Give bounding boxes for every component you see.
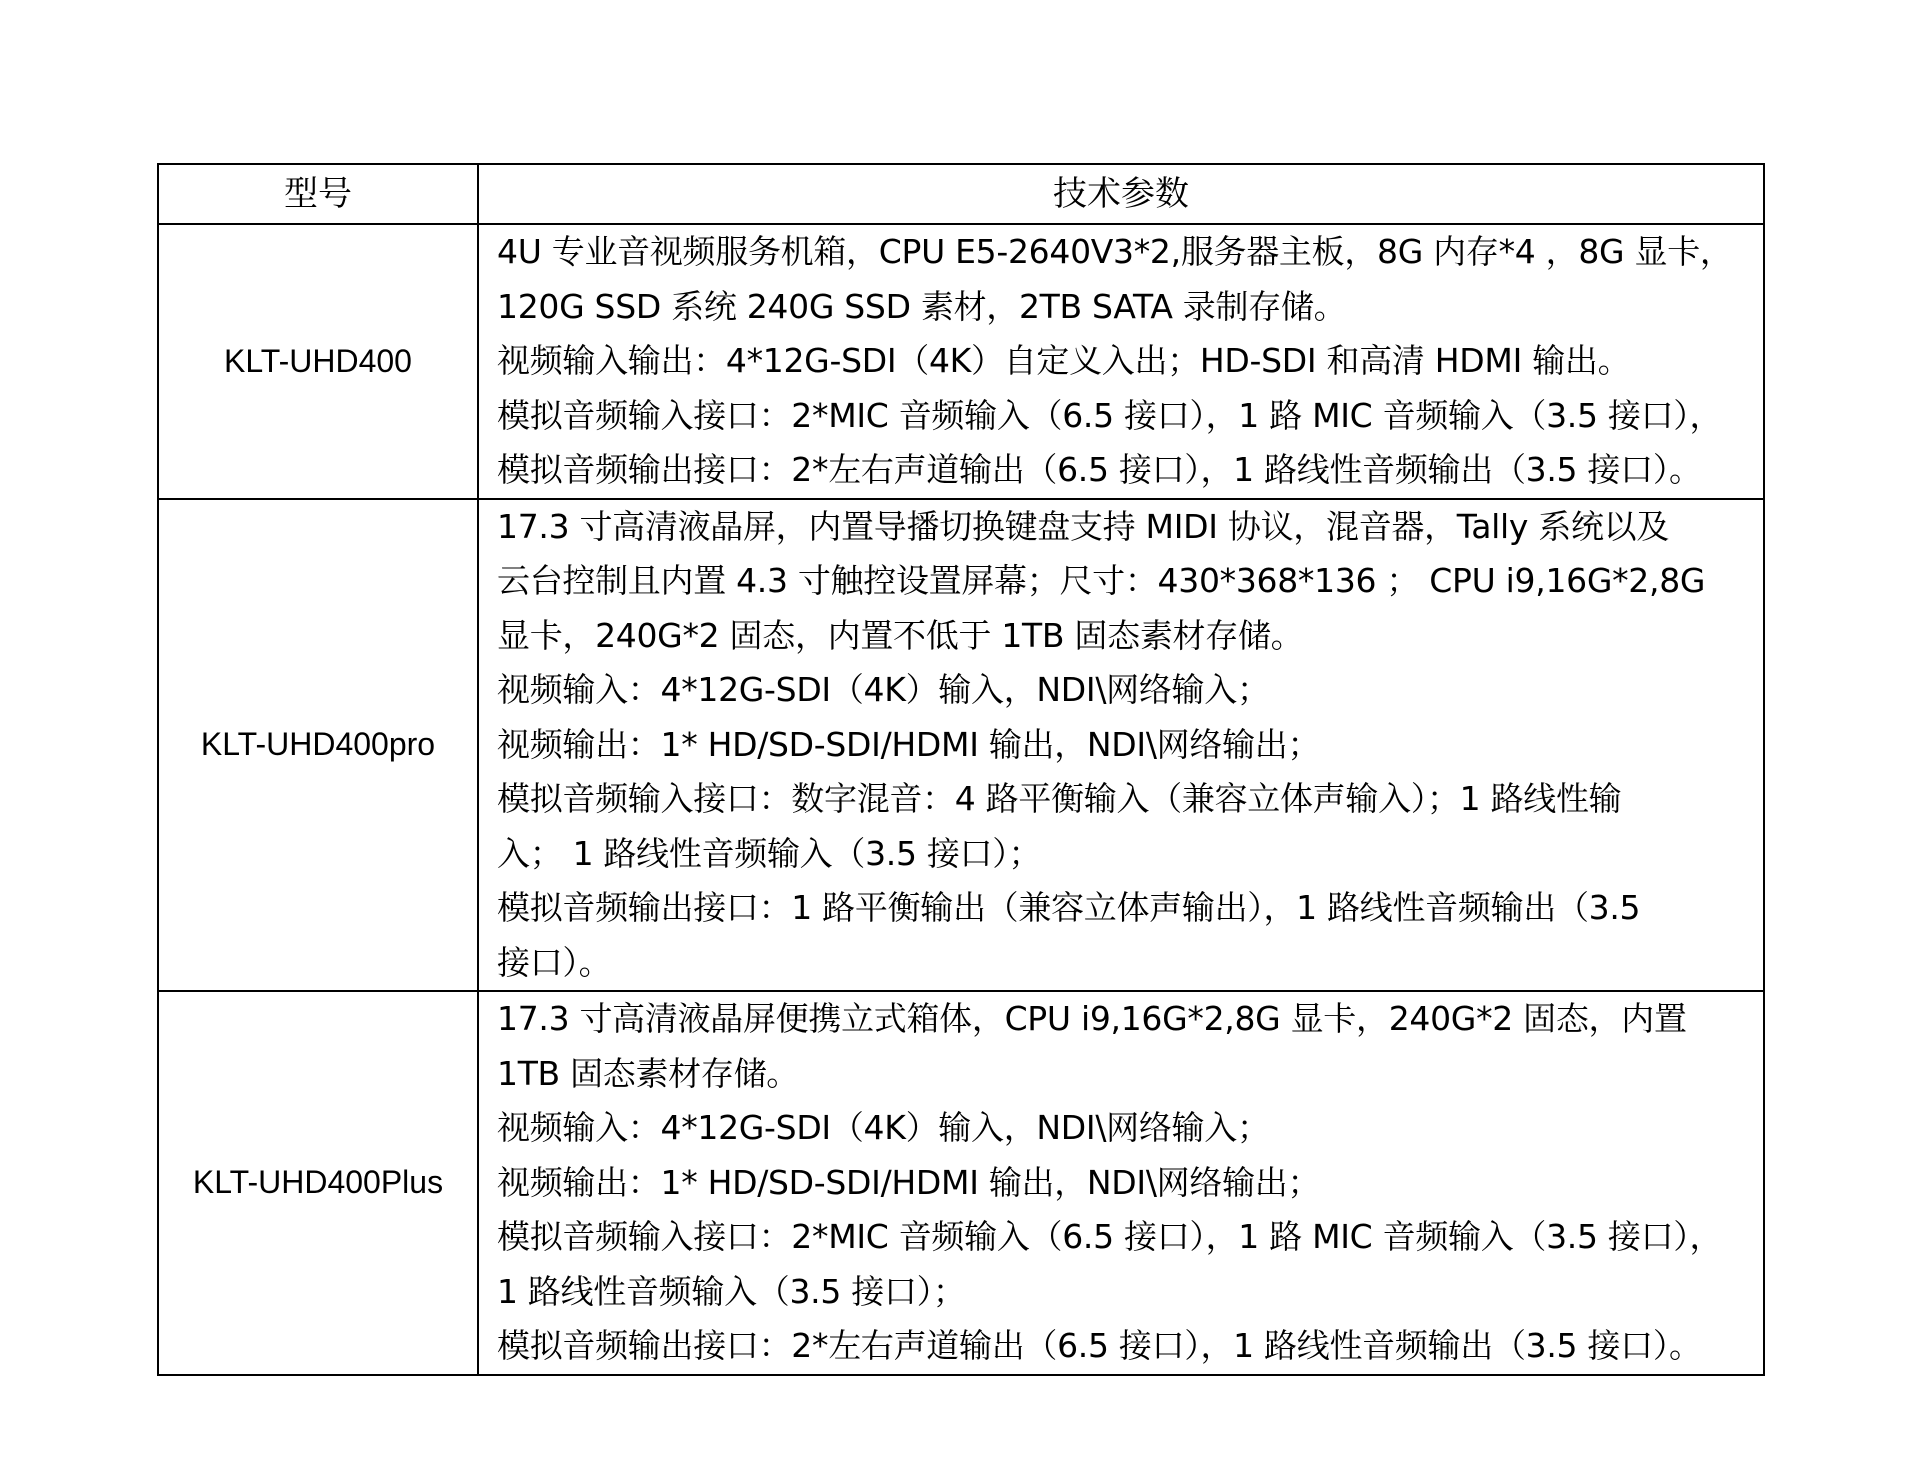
spec-cell	[478, 991, 1764, 1375]
spec-line: 视频输入：4*12G-SDI（4K）输入，NDI\网络输入；	[497, 670, 1270, 709]
spec-table	[157, 163, 1765, 1376]
spec-line: 120G SSD 系统 240G SSD 素材，2TB SATA 录制存储。	[497, 286, 1347, 326]
spec-line: 17.3 寸高清液晶屏便携立式箱体，CPU i9,16G*2,8G 显卡，240G*2 固态，内置	[497, 999, 1687, 1038]
model-cell: KLT-UHD400pro	[158, 499, 478, 992]
spec-cell	[478, 499, 1764, 992]
header-row	[158, 164, 1764, 224]
spec-line: 云台控制且内置 4.3 寸触控设置屏幕；尺寸：430*368*136 ； CPU i9,16G*2,8G	[497, 561, 1706, 600]
spec-line: 接口）。	[497, 942, 612, 982]
spec-line: 视频输入输出：4*12G-SDI（4K）自定义入出；HD-SDI 和高清 HDMI 输出。	[497, 341, 1631, 380]
table-row	[158, 991, 1764, 1375]
spec-line: 入； 1 路线性音频输入（3.5 接口）；	[497, 833, 1042, 873]
spec-line: 1TB 固态素材存储。	[497, 1053, 799, 1093]
spec-line: 模拟音频输入接口：2*MIC 音频输入（6.5 接口），1 路 MIC 音频输入（3.5 接口），	[497, 1217, 1723, 1256]
spec-line: 模拟音频输入接口：数字混音：4 路平衡输入（兼容立体声输入）；1 路线性输	[497, 779, 1622, 818]
table-header	[158, 164, 1764, 224]
spec-line: 模拟音频输出接口：2*左右声道输出（6.5 接口），1 路线性音频输出（3.5 接口）。	[497, 1326, 1702, 1365]
spec-line: 显卡，240G*2 固态，内置不低于 1TB 固态素材存储。	[497, 615, 1304, 655]
header-spec: 技术参数	[478, 164, 1764, 224]
spec-line: 模拟音频输出接口：1 路平衡输出（兼容立体声输出），1 路线性音频输出（3.5	[497, 888, 1641, 927]
spec-cell	[478, 224, 1764, 499]
model-cell: KLT-UHD400	[158, 224, 478, 499]
spec-line: 视频输入：4*12G-SDI（4K）输入，NDI\网络输入；	[497, 1108, 1270, 1147]
spec-line: 17.3 寸高清液晶屏，内置导播切换键盘支持 MIDI 协议，混音器，Tally 系统以及	[497, 506, 1670, 546]
spec-line: 模拟音频输入接口：2*MIC 音频输入（6.5 接口），1 路 MIC 音频输入（3.5 接口），	[497, 395, 1723, 435]
model-cell: KLT-UHD400Plus	[158, 991, 478, 1375]
table-row	[158, 499, 1764, 992]
spec-line: 视频输出：1* HD/SD-SDI/HDMI 输出，NDI\网络输出；	[497, 1162, 1321, 1202]
spec-line: 1 路线性音频输入（3.5 接口）；	[497, 1271, 966, 1311]
spec-line: 模拟音频输出接口：2*左右声道输出（6.5 接口），1 路线性音频输出（3.5 接口）。	[497, 450, 1702, 489]
spec-line: 视频输出：1* HD/SD-SDI/HDMI 输出，NDI\网络输出；	[497, 724, 1321, 764]
spec-line: 4U 专业音视频服务机箱，CPU E5-2640V3*2,服务器主板，8G 内存*4 ，8G 显卡，	[497, 232, 1733, 271]
header-model: 型号	[158, 164, 478, 224]
table-row	[158, 224, 1764, 499]
